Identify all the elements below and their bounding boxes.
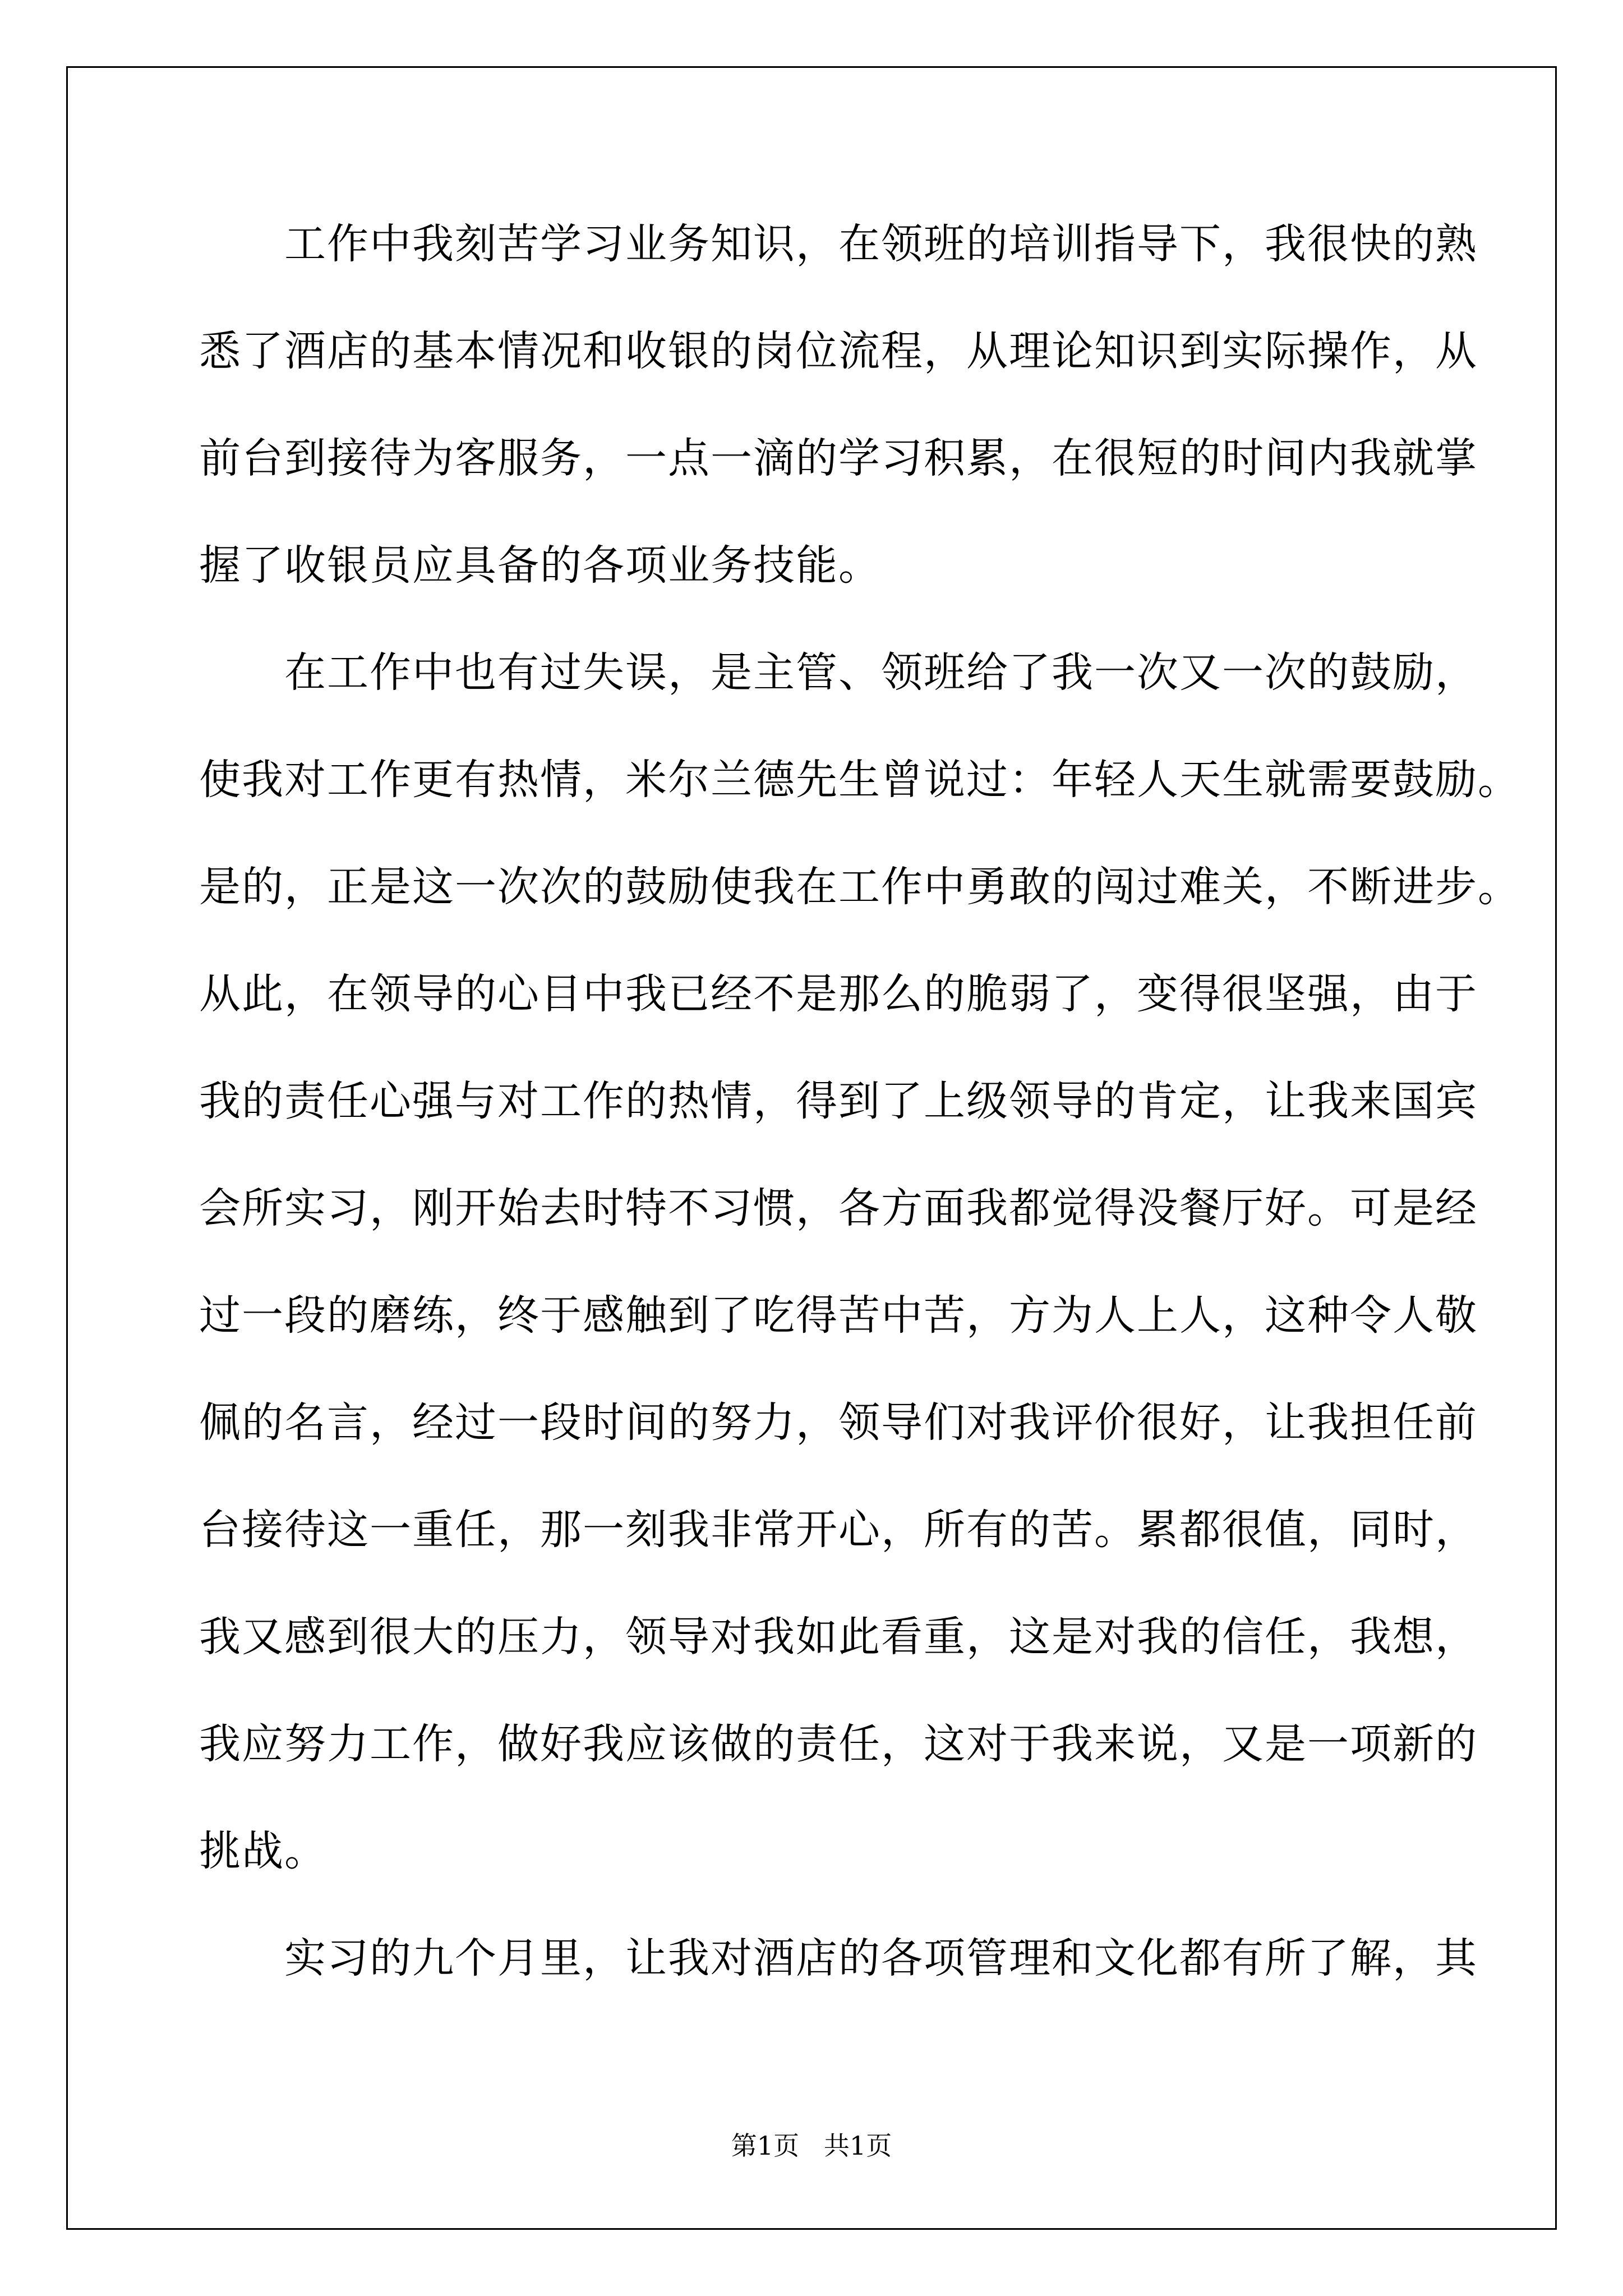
text-line: 我又感到很大的压力，领导对我如此看重，这是对我的信任，我想， [199,1613,1478,1661]
text-line: 会所实习，刚开始去时特不习惯，各方面我都觉得没餐厅好。可是经 [199,1184,1478,1232]
text-line: 前台到接待为客服务，一点一滴的学习积累，在很短的时间内我就掌 [199,434,1478,482]
text-line: 工作中我刻苦学习业务知识，在领班的培训指导下，我很快的熟 [199,220,1478,268]
page-footer: 第1页 共1页 [731,2131,892,2161]
text-line: 佩的名言，经过一段时间的努力，领导们对我评价很好，让我担任前 [199,1398,1478,1447]
text-line: 实习的九个月里，让我对酒店的各项管理和文化都有所了解，其 [199,1934,1478,1982]
text-line: 我的责任心强与对工作的热情，得到了上级领导的肯定，让我来国宾 [199,1077,1478,1125]
text-line: 使我对工作更有热情，米尔兰德先生曾说过：年轻人天生就需要鼓励。 [199,756,1520,804]
text-line: 从此，在领导的心目中我已经不是那么的脆弱了，变得很坚强，由于 [199,970,1478,1018]
text-line: 挑战。 [199,1827,327,1875]
text-line: 我应努力工作，做好我应该做的责任，这对于我来说，又是一项新的 [199,1720,1478,1768]
text-line: 握了收银员应具备的各项业务技能。 [199,541,881,590]
text-line: 悉了酒店的基本情况和收银的岗位流程，从理论知识到实际操作，从 [199,327,1478,375]
text-line: 是的，正是这一次次的鼓励使我在工作中勇敢的闯过难关，不断进步。 [199,863,1520,911]
text-line: 台接待这一重任，那一刻我非常开心，所有的苦。累都很值，同时， [199,1506,1478,1554]
text-line: 在工作中也有过失误，是主管、领班给了我一次又一次的鼓励， [199,648,1478,697]
text-line: 过一段的磨练，终于感触到了吃得苦中苦，方为人上人，这种令人敬 [199,1291,1478,1340]
document-body [199,216,1520,2037]
